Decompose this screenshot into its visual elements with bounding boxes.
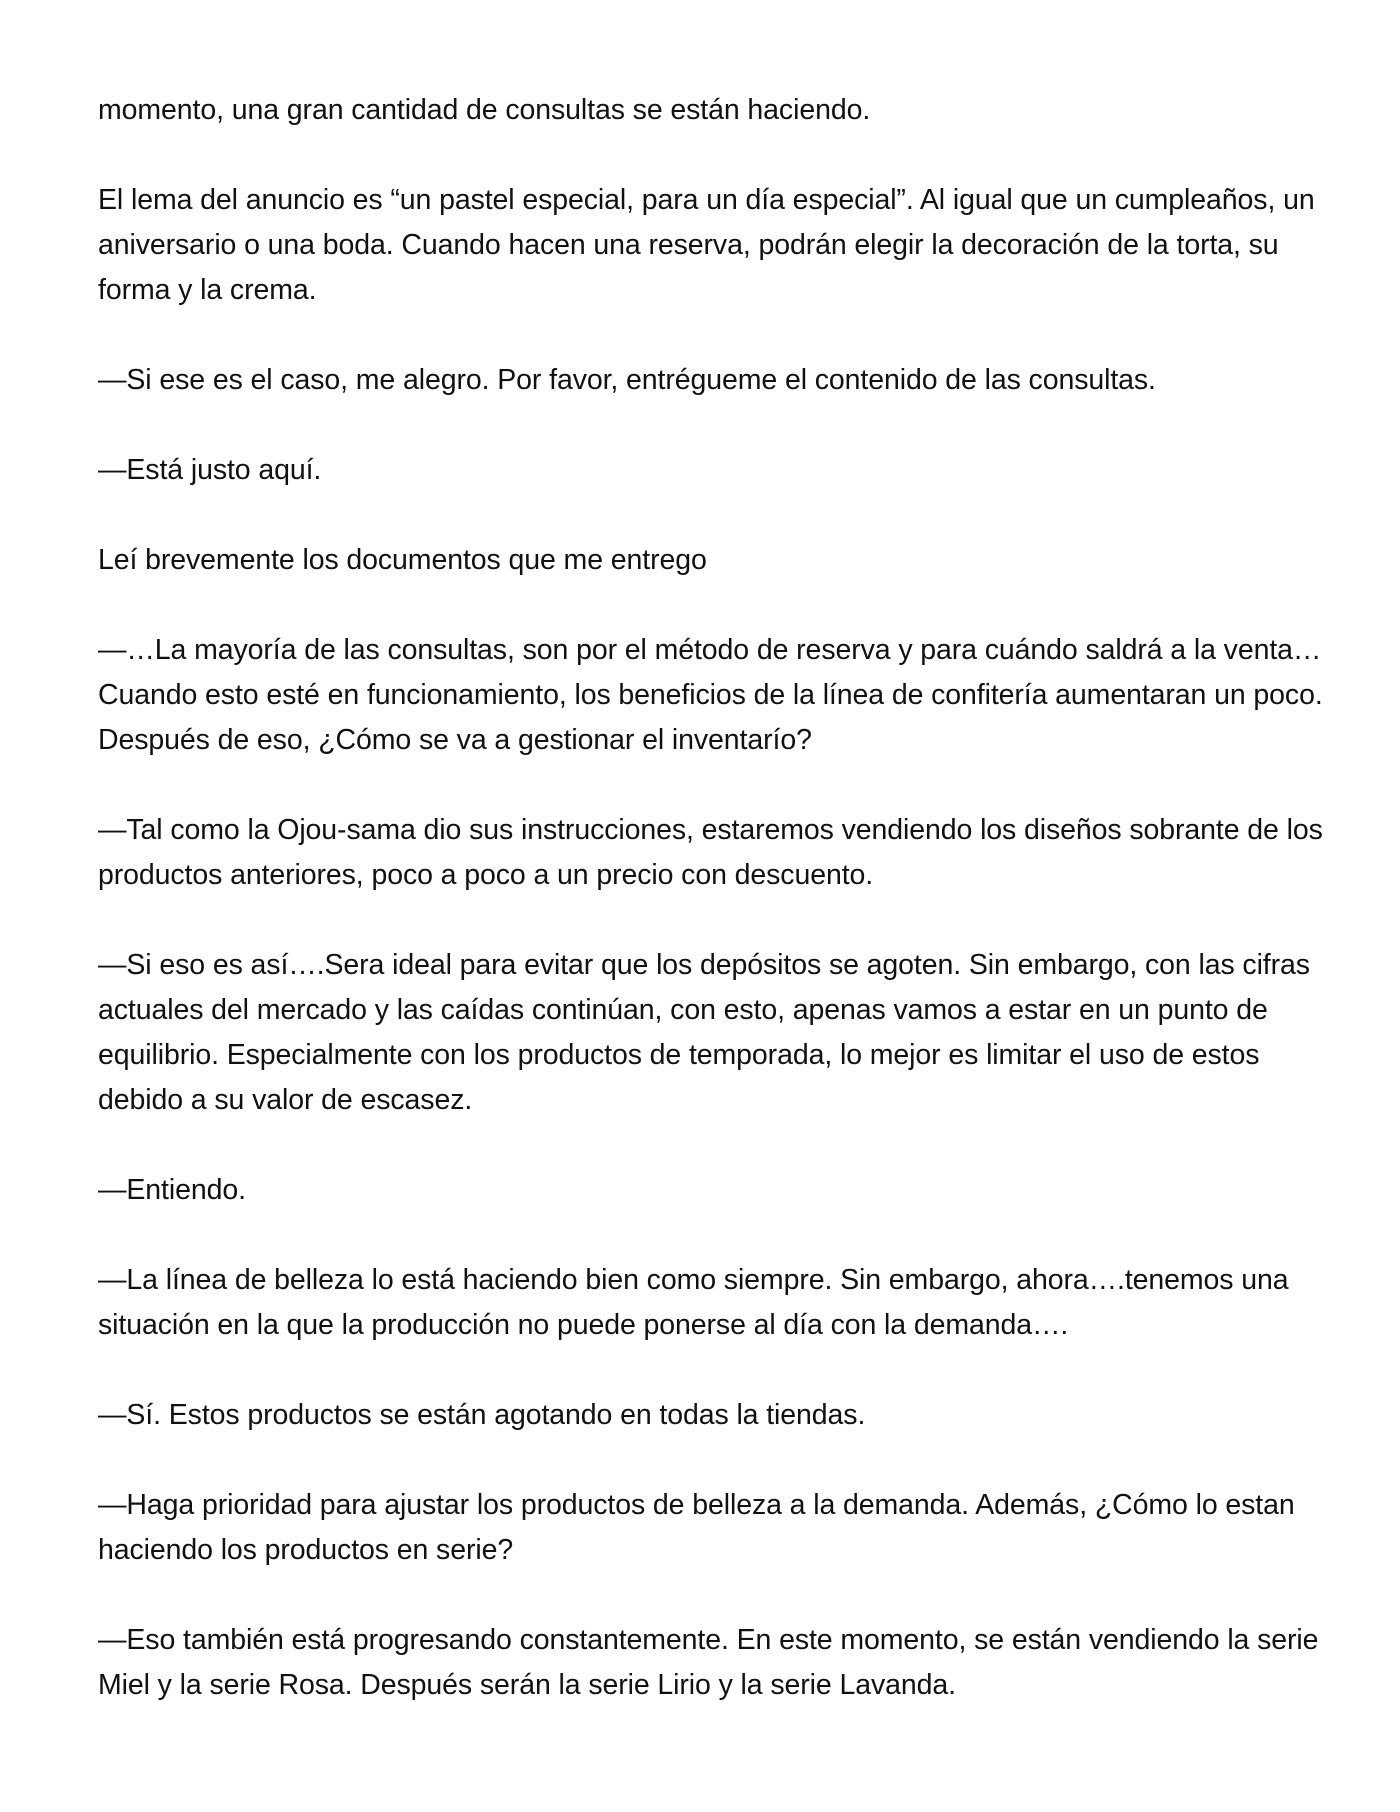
paragraph-13: —Eso también está progresando constantemente. En este momento, se están vendiendo la serie Miel y la serie Rosa. Después serán la serie Lirio y la serie Lavanda. bbox=[98, 1624, 1319, 1701]
paragraph-10: —La línea de belleza lo está haciendo bien como siempre. Sin embargo, ahora….tenemos una situación en la que la producción no puede ponerse al día con la demanda…. bbox=[98, 1264, 1289, 1341]
paragraph-2: El lema del anuncio es “un pastel especial, para un día especial”. Al igual que un cumpleaños, un aniversario o una boda. Cuando hacen una reserva, podrán elegir la decoración de la torta, su forma y la crema. bbox=[98, 184, 1315, 306]
document-page bbox=[98, 88, 1328, 1708]
paragraph-6: —…La mayoría de las consultas, son por el método de reserva y para cuándo saldrá a la venta…Cuando esto esté en funcionamiento, los beneficios de la línea de confitería aumentaran un poco. Después de eso, ¿Cómo se va a gestionar el inventarío? bbox=[98, 634, 1323, 756]
paragraph-12: —Haga prioridad para ajustar los productos de belleza a la demanda. Además, ¿Cómo lo estan haciendo los productos en serie? bbox=[98, 1489, 1295, 1566]
paragraph-8: —Si eso es así….Sera ideal para evitar que los depósitos se agoten. Sin embargo, con las cifras actuales del mercado y las caídas continúan, con esto, apenas vamos a estar en un punto de equilibrio. Especialmente con los productos de temporada, lo mejor es limitar el uso de estos debido a su valor de escasez. bbox=[98, 949, 1310, 1116]
paragraph-9: —Entiendo. bbox=[98, 1174, 246, 1206]
paragraph-11: —Sí. Estos productos se están agotando en todas la tiendas. bbox=[98, 1399, 866, 1431]
paragraph-4: —Está justo aquí. bbox=[98, 454, 322, 486]
paragraph-3: —Si ese es el caso, me alegro. Por favor, entrégueme el contenido de las consultas. bbox=[98, 364, 1156, 396]
paragraph-5: Leí brevemente los documentos que me entrego bbox=[98, 544, 707, 576]
paragraph-1: momento, una gran cantidad de consultas se están haciendo. bbox=[98, 94, 871, 126]
paragraph-7: —Tal como la Ojou-sama dio sus instrucciones, estaremos vendiendo los diseños sobrante de los productos anteriores, poco a poco a un precio con descuento. bbox=[98, 814, 1323, 891]
